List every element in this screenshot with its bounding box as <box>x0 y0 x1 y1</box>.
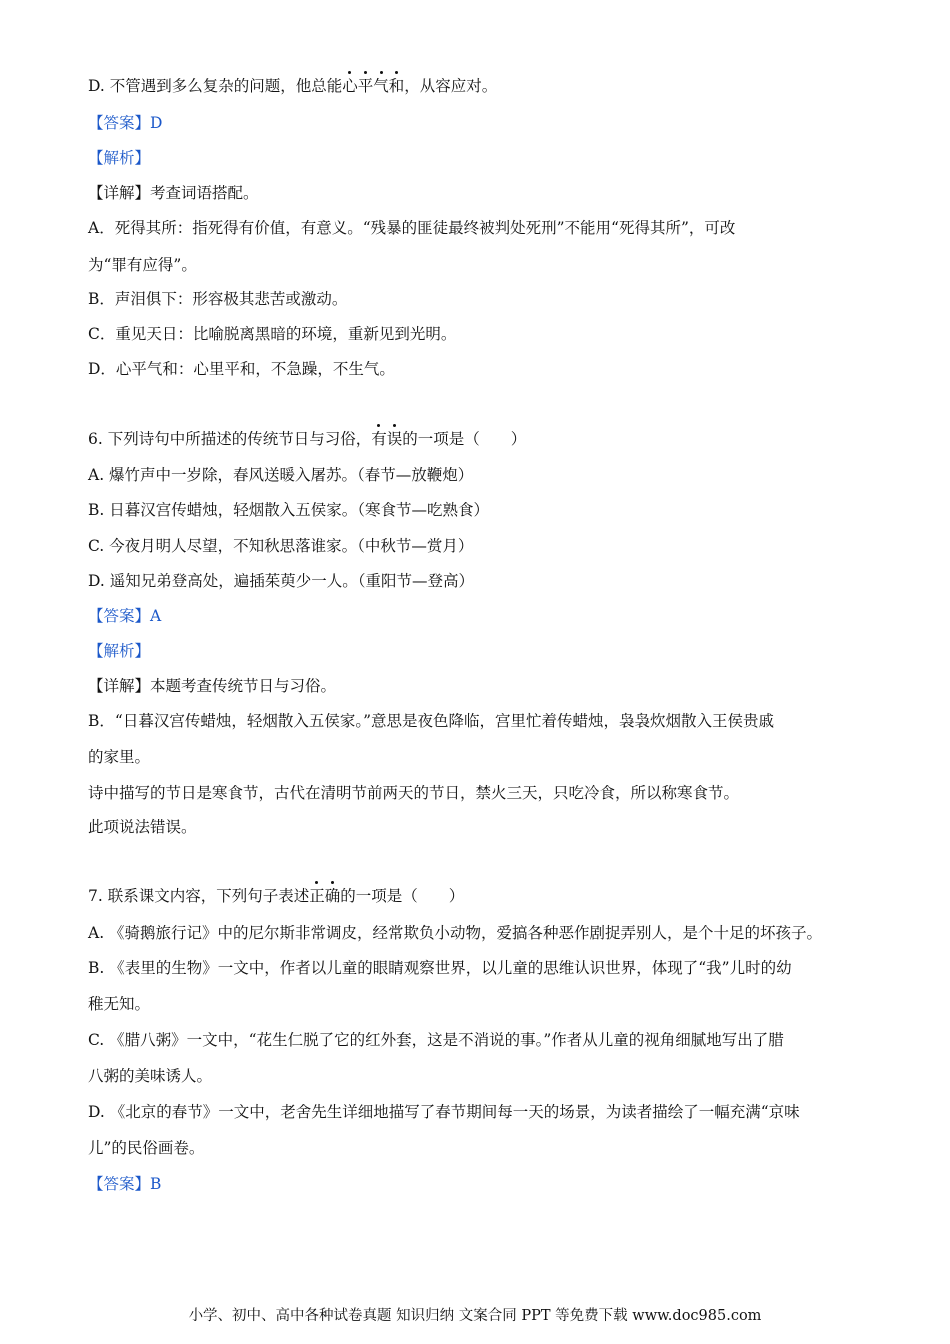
q7-option: B. 《表里的生物》一文中，作者以儿童的眼睛观察世界，以儿童的思维认识世界，体现了“我”儿时的幼 <box>88 959 792 977</box>
q7-option: C. 《腊八粥》一文中，“花生仁脱了它的红外套，这是不消说的事。”作者从儿童的视角细腻地写出了腊 <box>88 1031 784 1049</box>
q6-option: B. 日暮汉宫传蜡烛，轻烟散入五侯家。（寒食节—吃熟食） <box>88 501 489 519</box>
emphasis-char: 有 <box>371 430 387 448</box>
emphasis-char: 心 <box>342 77 358 95</box>
q7-option: 稚无知。 <box>88 995 151 1013</box>
q5-detail: 【详解】考查词语搭配。 <box>88 184 259 202</box>
q6-analysis-heading: 【解析】 <box>88 642 151 660</box>
emphasis-char: 误 <box>386 430 403 448</box>
q6-explanation-line: 此项说法错误。 <box>88 818 197 836</box>
q6-explanation-line: 诗中描写的节日是寒食节，古代在清明节前两天的节日，禁火三天，只吃冷食，所以称寒食节。 <box>88 784 740 802</box>
q5-answer: 【答案】D <box>88 114 163 132</box>
q5-option-d-pre: D. 不管遇到多么复杂的问题，他总能 <box>88 77 343 95</box>
q6-detail: 【详解】本题考查传统节日与习俗。 <box>88 677 337 695</box>
q5-explanation-line: C．重见天日：比喻脱离黑暗的环境，重新见到光明。 <box>88 325 457 343</box>
emphasis-char: 和 <box>388 77 405 95</box>
q5-option-d <box>88 75 497 97</box>
q6-explanation-line: B．“日暮汉宫传蜡烛，轻烟散入五侯家。”意思是夜色降临，宫里忙着传蜡烛，袅袅炊烟散入王侯贵戚 <box>88 712 774 730</box>
q7-option: 儿”的民俗画卷。 <box>88 1139 205 1157</box>
q6-stem-post: 的一项是（ ） <box>402 430 527 448</box>
q5-analysis-heading: 【解析】 <box>88 149 151 167</box>
q5-option-d-post: ，从容应对。 <box>404 77 498 95</box>
emphasis-char: 气 <box>373 77 389 95</box>
q6-option: D. 遥知兄弟登高处，遍插茱萸少一人。（重阳节—登高） <box>88 572 474 590</box>
q6-stem <box>88 428 526 450</box>
q5-explanation-line: D．心平气和：心里平和，不急躁，不生气。 <box>88 360 395 378</box>
q7-option: D. 《北京的春节》一文中，老舍先生详细地描写了春节期间每一天的场景，为读者描绘了一幅充满“京味 <box>88 1103 800 1121</box>
emphasis-char: 平 <box>357 77 374 95</box>
q6-answer: 【答案】A <box>88 607 162 625</box>
emphasis-char: 正 <box>309 887 325 905</box>
q6-explanation-line: 的家里。 <box>88 748 151 766</box>
q7-stem <box>88 885 464 907</box>
q7-stem-pre: 7. 联系课文内容，下列句子表述 <box>88 887 310 905</box>
q7-option: A. 《骑鹅旅行记》中的尼尔斯非常调皮，经常欺负小动物，爱搞各种恶作剧捉弄别人，是个十足的坏孩子。 <box>88 924 823 942</box>
q7-stem-post: 的一项是（ ） <box>340 887 465 905</box>
q5-explanation-line: B．声泪俱下：形容极其悲苦或激动。 <box>88 290 348 308</box>
q6-option: C. 今夜月明人尽望，不知秋思落谁家。（中秋节—赏月） <box>88 537 474 555</box>
q6-option: A. 爆竹声中一岁除，春风送暖入屠苏。（春节—放鞭炮） <box>88 466 474 484</box>
page-footer: 小学、初中、高中各种试卷真题 知识归纳 文案合同 PPT 等免费下载 www.doc985.com <box>188 1308 762 1324</box>
emphasis-char: 确 <box>324 887 341 905</box>
q7-answer: 【答案】B <box>88 1175 162 1193</box>
q6-stem-pre: 6. 下列诗句中所描述的传统节日与习俗， <box>88 430 372 448</box>
q5-explanation-line: A．死得其所：指死得有价值，有意义。“残暴的匪徒最终被判处死刑”不能用“死得其所”，可改 <box>88 219 736 237</box>
q7-option: 八粥的美味诱人。 <box>88 1067 213 1085</box>
q5-explanation-line: 为“罪有应得”。 <box>88 256 197 274</box>
